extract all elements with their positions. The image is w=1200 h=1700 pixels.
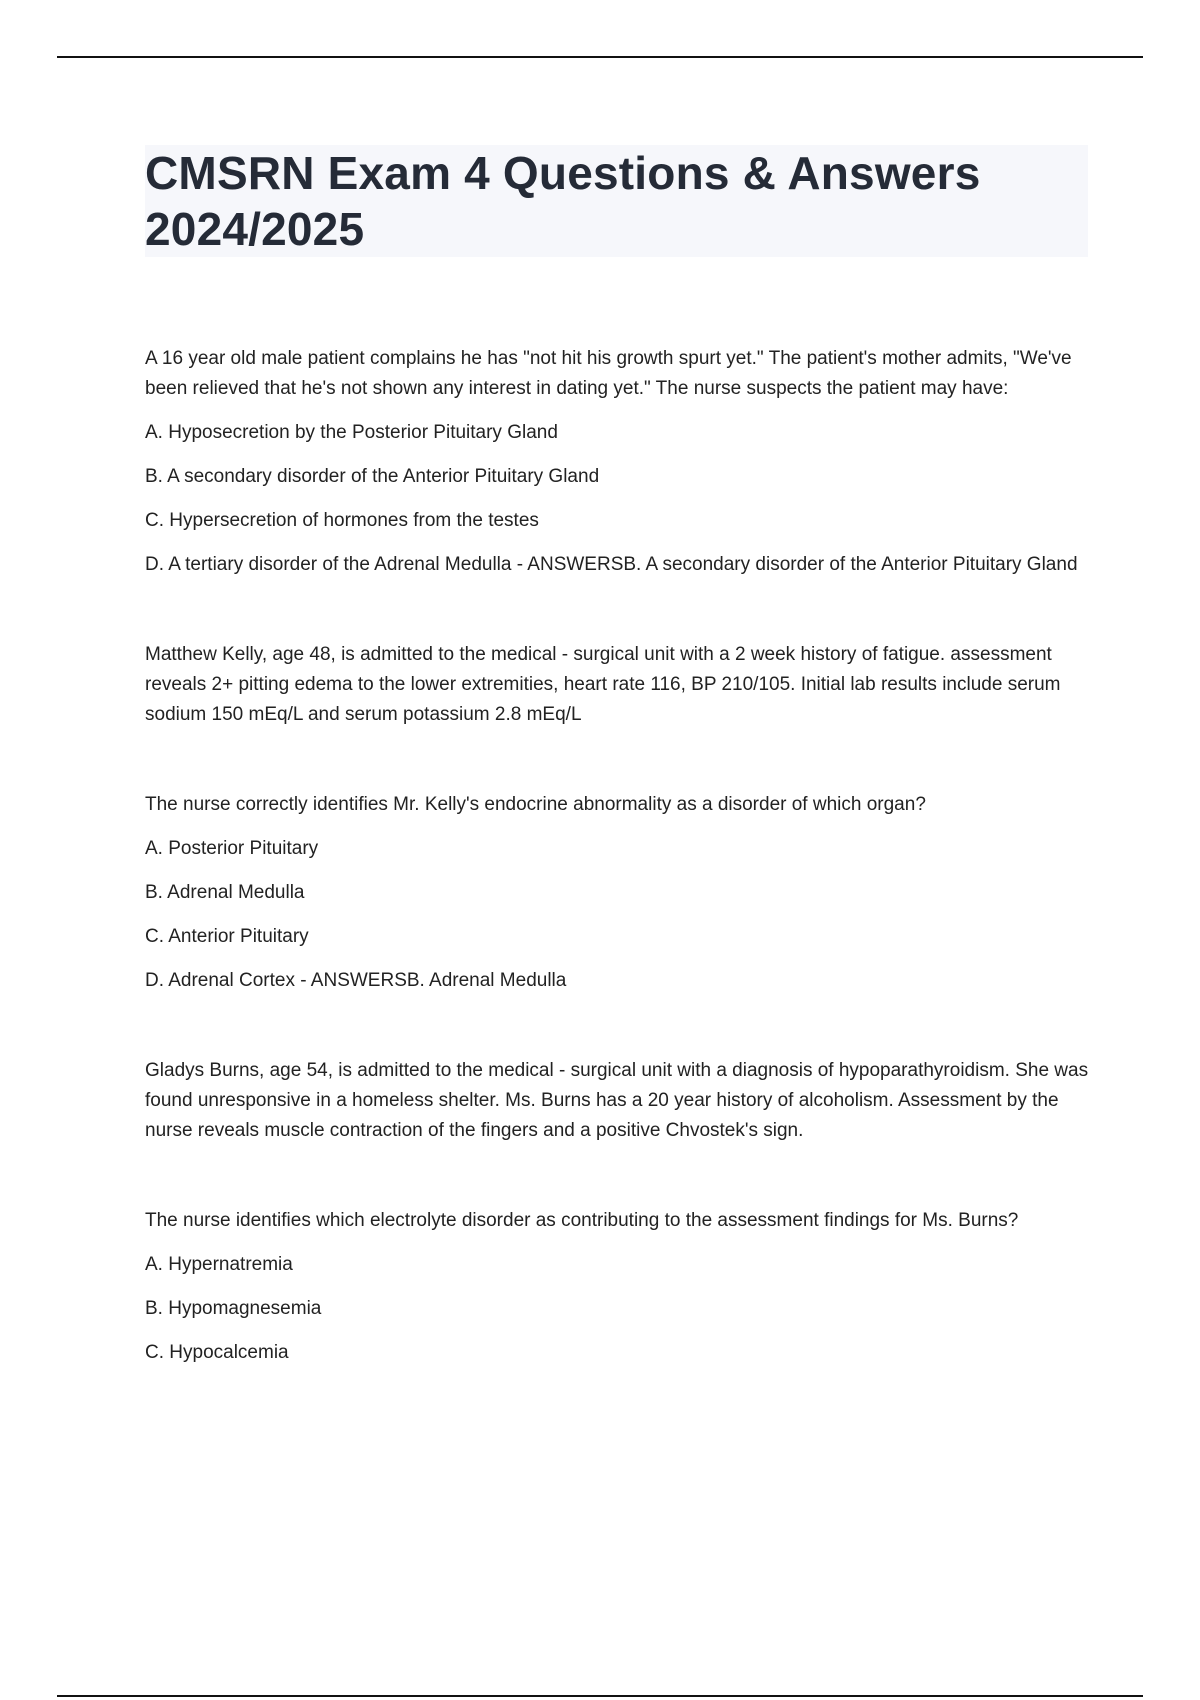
question-1-option-d-answer: D. A tertiary disorder of the Adrenal Medulla - ANSWERSB. A secondary disorder of the Anterior Pituitary Gland: [145, 554, 1078, 575]
question-2-option-a: A. Posterior Pituitary: [145, 838, 319, 859]
question-2-scenario: Matthew Kelly, age 48, is admitted to the medical - surgical unit with a 2 week history of fatigue. assessment reveals 2+ pitting edema to the lower extremities, heart rate 116, BP 210/105. Initial lab results include serum sodium 150 mEq/L and serum potassium 2.8 mEq/L: [145, 644, 1061, 725]
question-2-option-d-answer: D. Adrenal Cortex - ANSWERSB. Adrenal Medulla: [145, 970, 567, 991]
footer-rule: [57, 1695, 1143, 1697]
document-body: [145, 344, 1090, 1382]
question-1-option-c: C. Hypersecretion of hormones from the testes: [145, 510, 539, 531]
header-rule: [57, 56, 1143, 58]
question-1-stem: A 16 year old male patient complains he has "not hit his growth spurt yet." The patient's mother admits, "We've been relieved that he's not shown any interest in dating yet." The nurse suspects the patient may have:: [145, 348, 1072, 399]
question-3-option-c: C. Hypocalcemia: [145, 1342, 289, 1363]
question-3-stem: The nurse identifies which electrolyte disorder as contributing to the assessment findings for Ms. Burns?: [145, 1210, 1019, 1231]
question-2-option-b: B. Adrenal Medulla: [145, 882, 305, 903]
question-2-stem: The nurse correctly identifies Mr. Kelly's endocrine abnormality as a disorder of which organ?: [145, 794, 926, 815]
document-title: CMSRN Exam 4 Questions & Answers 2024/2025: [145, 147, 981, 255]
question-3-scenario: Gladys Burns, age 54, is admitted to the medical - surgical unit with a diagnosis of hypoparathyroidism. She was found unresponsive in a homeless shelter. Ms. Burns has a 20 year history of alcoholism. Assessment by the nurse reveals muscle contraction of the fingers and a positive Chvostek's sign.: [145, 1060, 1089, 1141]
question-1-option-b: B. A secondary disorder of the Anterior Pituitary Gland: [145, 466, 600, 487]
question-1-option-a: A. Hyposecretion by the Posterior Pituitary Gland: [145, 422, 558, 443]
question-3-option-a: A. Hypernatremia: [145, 1254, 293, 1275]
title-block: [145, 145, 1088, 257]
question-2-option-c: C. Anterior Pituitary: [145, 926, 309, 947]
question-3-option-b: B. Hypomagnesemia: [145, 1298, 322, 1319]
